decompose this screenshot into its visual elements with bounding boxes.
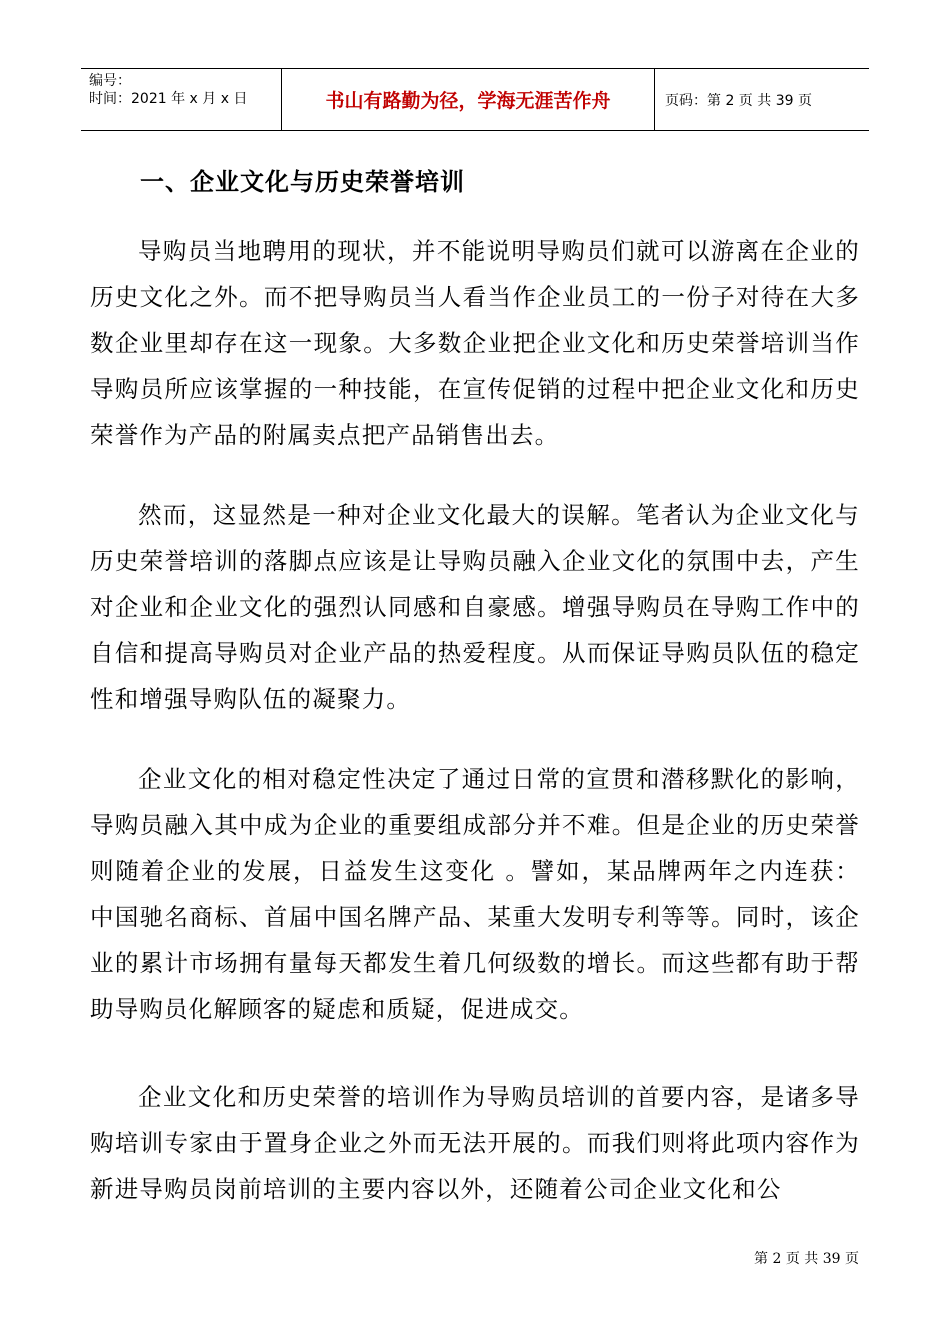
header-page-info: 页码：第 2 页 共 39 页 bbox=[665, 92, 812, 109]
paragraph-1: 导购员当地聘用的现状，并不能说明导购员们就可以游离在企业的历史文化之外。而不把导购员当人看当作企业员工的一份子对待在大多数企业里却存在这一现象。大多数企业把企业文化和历史荣誉培训当作导购员所应该掌握的一种技能，在宣传促销的过程中把企业文化和历史荣誉作为产品的附属卖点把产品销售出去。 bbox=[90, 237, 860, 449]
paragraph-3: 企业文化的相对稳定性决定了通过日常的宣贯和潜移默化的影响，导购员融入其中成为企业的重要组成部分并不难。但是企业的历史荣誉则随着企业的发展，日益发生这变化 。譬如，某品牌两年之内连获：中国驰名商标、首届中国名牌产品、某重大发明专利等等。同时，该企业的累计市场拥有量每天都发生着几何级数的增长。而这些都有助于帮助导购员化解顾客的疑虑和质疑，促进成交。 bbox=[90, 765, 860, 1023]
number-label: 编号： bbox=[89, 73, 131, 89]
time-label: 时间：2021 年 x 月 x 日 bbox=[89, 91, 248, 107]
footer-page-info: 第 2 页 共 39 页 bbox=[754, 1251, 859, 1267]
header-meta bbox=[81, 69, 282, 130]
paragraph-2: 然而，这显然是一种对企业文化最大的误解。笔者认为企业文化与历史荣誉培训的落脚点应该是让导购员融入企业文化的氛围中去，产生对企业和企业文化的强烈认同感和自豪感。增强导购员在导购工作中的自信和提高导购员对企业产品的热爱程度。从而保证导购员队伍的稳定性和增强导购队伍的凝聚力。 bbox=[90, 501, 860, 713]
paragraph-4: 企业文化和历史荣誉的培训作为导购员培训的首要内容，是诸多导购培训专家由于置身企业之外而无法开展的。而我们则将此项内容作为新进导购员岗前培训的主要内容以外，还随着公司企业文化和公 bbox=[90, 1083, 860, 1203]
header-table bbox=[81, 68, 869, 131]
header-motto: 书山有路勤为径，学海无涯苦作舟 bbox=[282, 69, 655, 130]
section-heading: 一、企业文化与历史荣誉培训 bbox=[140, 168, 465, 196]
